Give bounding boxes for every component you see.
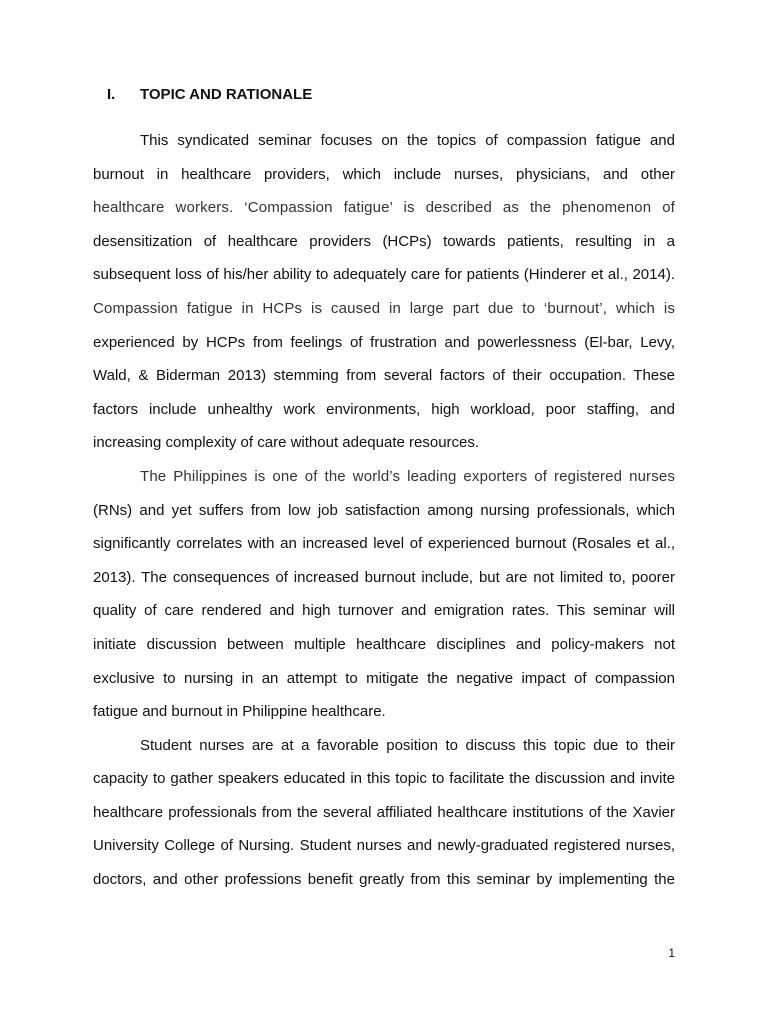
paragraph-2 [93,460,675,729]
section-title: TOPIC AND RATIONALE [140,86,313,103]
text-line: (RNs) and yet suffers from low job satisfaction among nursing professionals, which [93,501,675,519]
text-line: factors include unhealthy work environments, high workload, poor staffing, and [93,400,675,418]
text-line: subsequent loss of his/her ability to adequately care for patients (Hinderer et al., 2014). [93,266,675,284]
body-text [93,124,675,897]
paragraph-1 [93,124,675,460]
text-line: doctors, and other professions benefit greatly from this seminar by implementing the [93,871,675,889]
text-line: burnout in healthcare providers, which include nurses, physicians, and other [93,165,675,183]
text-line: fatigue and burnout in Philippine healthcare. [93,703,386,721]
text-line: 2013). The consequences of increased burnout include, but are not limited to, poorer [93,568,675,586]
text-line: The Philippines is one of the world’s leading exporters of registered nurses [140,467,675,485]
text-line: healthcare professionals from the several affiliated healthcare institutions of the Xavier [93,803,675,821]
text-line: experienced by HCPs from feelings of frustration and powerlessness (El-bar, Levy, [93,333,675,351]
text-line: significantly correlates with an increased level of experienced burnout (Rosales et al., [93,535,675,553]
text-line: This syndicated seminar focuses on the topics of compassion fatigue and [140,132,675,149]
text-line: capacity to gather speakers educated in this topic to facilitate the discussion and invite [93,770,675,788]
text-line: Compassion fatigue in HCPs is caused in large part due to ‘burnout’, which is [93,299,675,317]
text-line: exclusive to nursing in an attempt to mitigate the negative impact of compassion [93,669,675,687]
text-line: healthcare workers. ‘Compassion fatigue’ is described as the phenomenon of [93,199,675,217]
section-number: I. [107,86,116,103]
section-heading [107,86,312,103]
page-number: 1 [668,946,675,960]
text-line: University College of Nursing. Student nurses and newly-graduated registered nurses, [93,837,675,855]
text-line: quality of care rendered and high turnover and emigration rates. This seminar will [93,602,675,620]
text-line: initiate discussion between multiple healthcare disciplines and policy-makers not [93,635,675,653]
text-line: Student nurses are at a favorable position to discuss this topic due to their [140,736,675,754]
text-line: desensitization of healthcare providers (HCPs) towards patients, resulting in a [93,232,675,250]
text-line: increasing complexity of care without adequate resources. [93,434,480,452]
paragraph-3 [93,729,675,897]
text-line: Wald, & Biderman 2013) stemming from several factors of their occupation. These [93,367,675,385]
